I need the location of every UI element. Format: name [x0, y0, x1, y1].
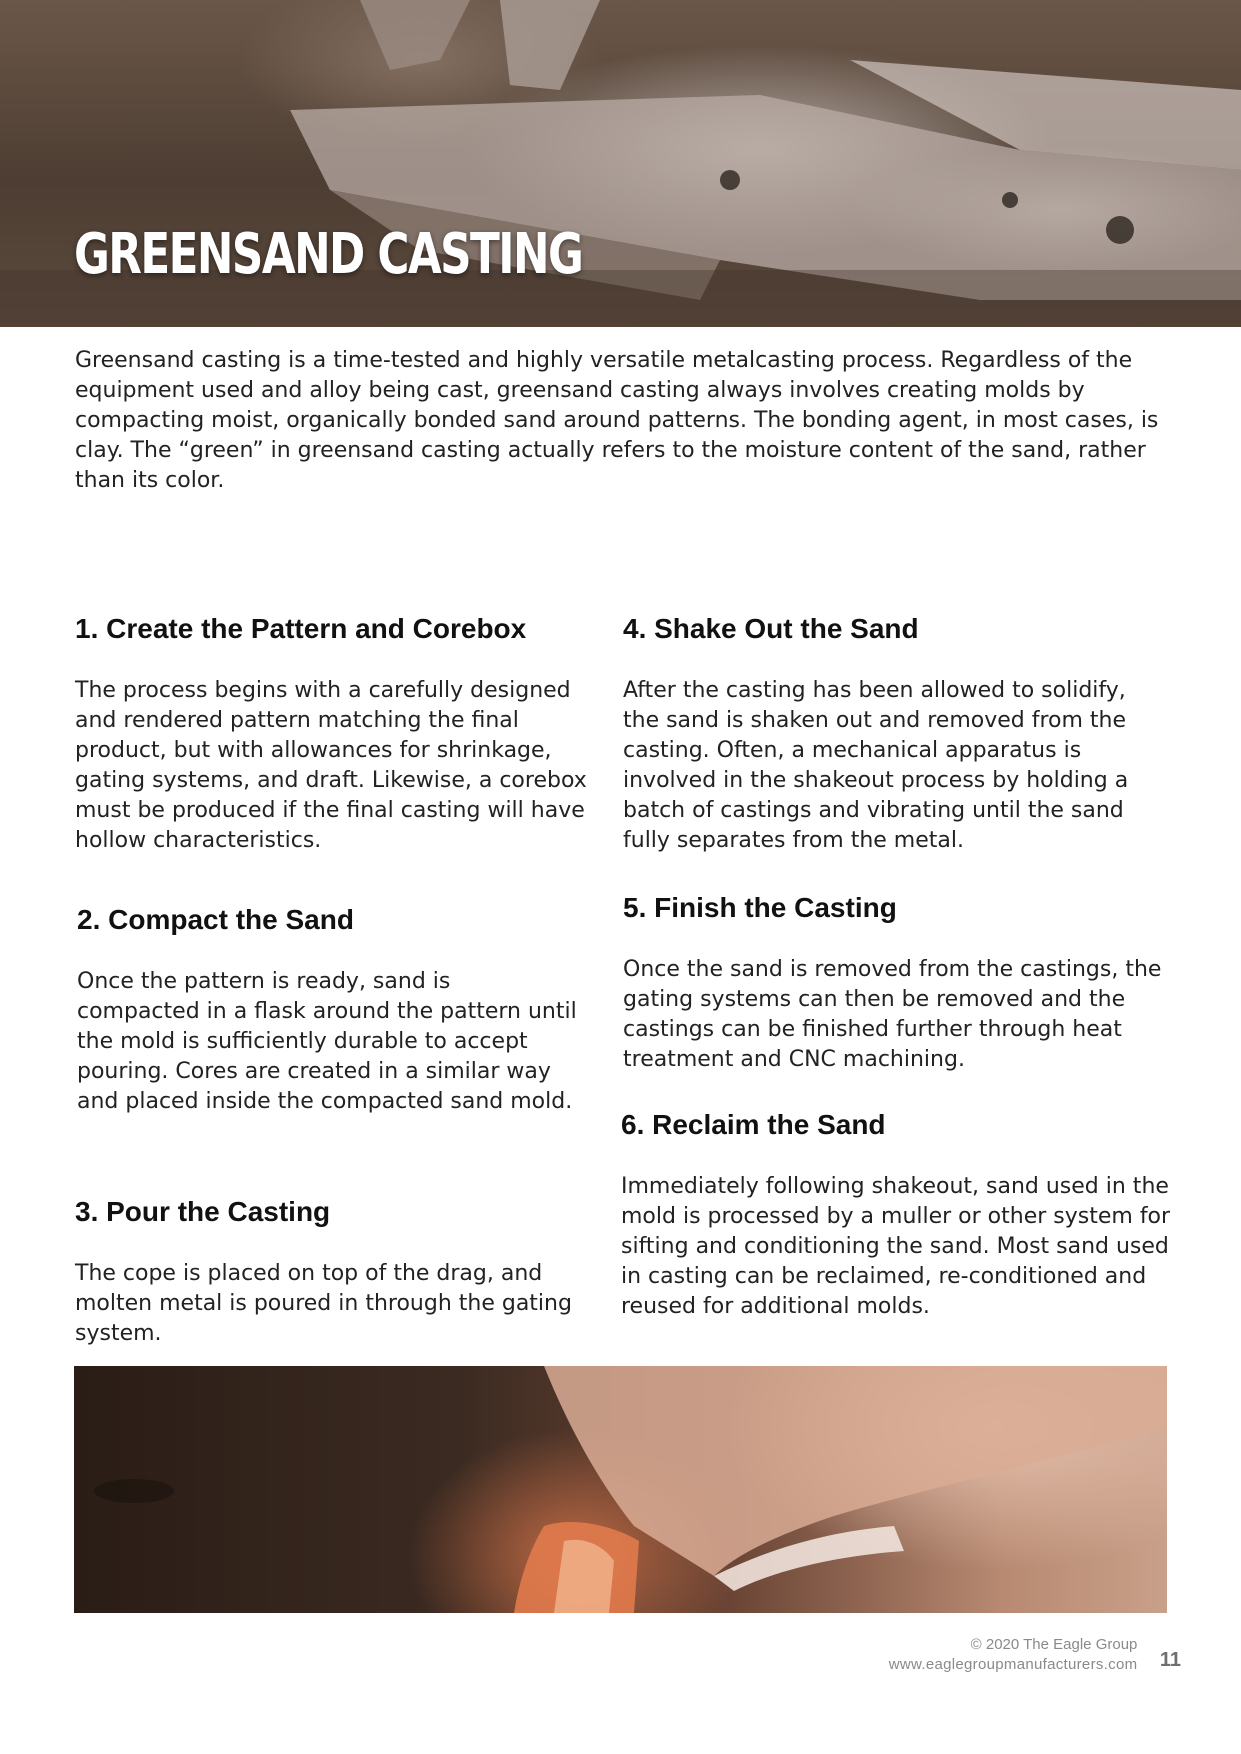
step-body: After the casting has been allowed to solidify, the sand is shaken out and removed from the casting. Often, a mechanical apparatus is involved in the shakeout process by holding a batch of castings and vibrating until the sand fully separates from the metal. [623, 678, 1129, 853]
step-1-section [75, 612, 595, 856]
intro-paragraph: Greensand casting is a time-tested and highly versatile metalcasting process. Regardless of the equipment used and alloy being cast, greensand casting always involves creating molds by compacting moist, organically bonded sand around patterns. The bonding agent, in most cases, is clay. The “green” in greensand casting actually refers to the moisture content of the sand, rather than its color. [75, 348, 1159, 493]
step-heading: 3. Pour the Casting [75, 1196, 331, 1227]
step-heading: 5. Finish the Casting [623, 892, 897, 923]
step-5-section [623, 891, 1183, 1075]
page-title: GREENSAND CASTING [74, 222, 583, 287]
step-4-section [623, 612, 1143, 856]
step-body: The process begins with a carefully designed and rendered pattern matching the final product, but with allowances for shrinkage, gating systems, and draft. Likewise, a corebox must be produced if the final casting will have hollow characteristics. [75, 678, 587, 853]
molten-metal-photo [74, 1366, 1167, 1613]
footer-credits [889, 1635, 1138, 1675]
step-heading: 2. Compact the Sand [77, 904, 354, 935]
step-body: Immediately following shakeout, sand used in the mold is processed by a muller or other system for sifting and conditioning the sand. Most sand used in casting can be reclaimed, re-conditioned and reused for additional molds. [621, 1174, 1171, 1319]
website-link[interactable]: www.eaglegroupmanufacturers.com [888, 1656, 1138, 1673]
page-number: 11 [1159, 1649, 1181, 1671]
step-3-section [75, 1195, 575, 1349]
step-body: Once the pattern is ready, sand is compacted in a flask around the pattern until the mold is sufficiently durable to accept pouring. Cores are created in a similar way and placed inside the compacted sand mold. [77, 969, 577, 1114]
step-body: The cope is placed on top of the drag, and molten metal is poured in through the gating system. [75, 1261, 572, 1346]
footer [889, 1635, 1181, 1675]
step-6-section [621, 1108, 1181, 1322]
step-heading: 4. Shake Out the Sand [623, 613, 919, 644]
copyright-text: © 2020 The Eagle Group [970, 1636, 1138, 1653]
step-heading: 1. Create the Pattern and Corebox [75, 613, 527, 644]
step-body: Once the sand is removed from the castings, the gating systems can then be removed and the castings can be finished further through heat treatment and CNC machining. [623, 957, 1162, 1072]
step-2-section [77, 903, 577, 1117]
ladle-pour-illustration [74, 1366, 1167, 1613]
hero-banner-image [0, 0, 1241, 327]
step-heading: 6. Reclaim the Sand [621, 1109, 886, 1140]
